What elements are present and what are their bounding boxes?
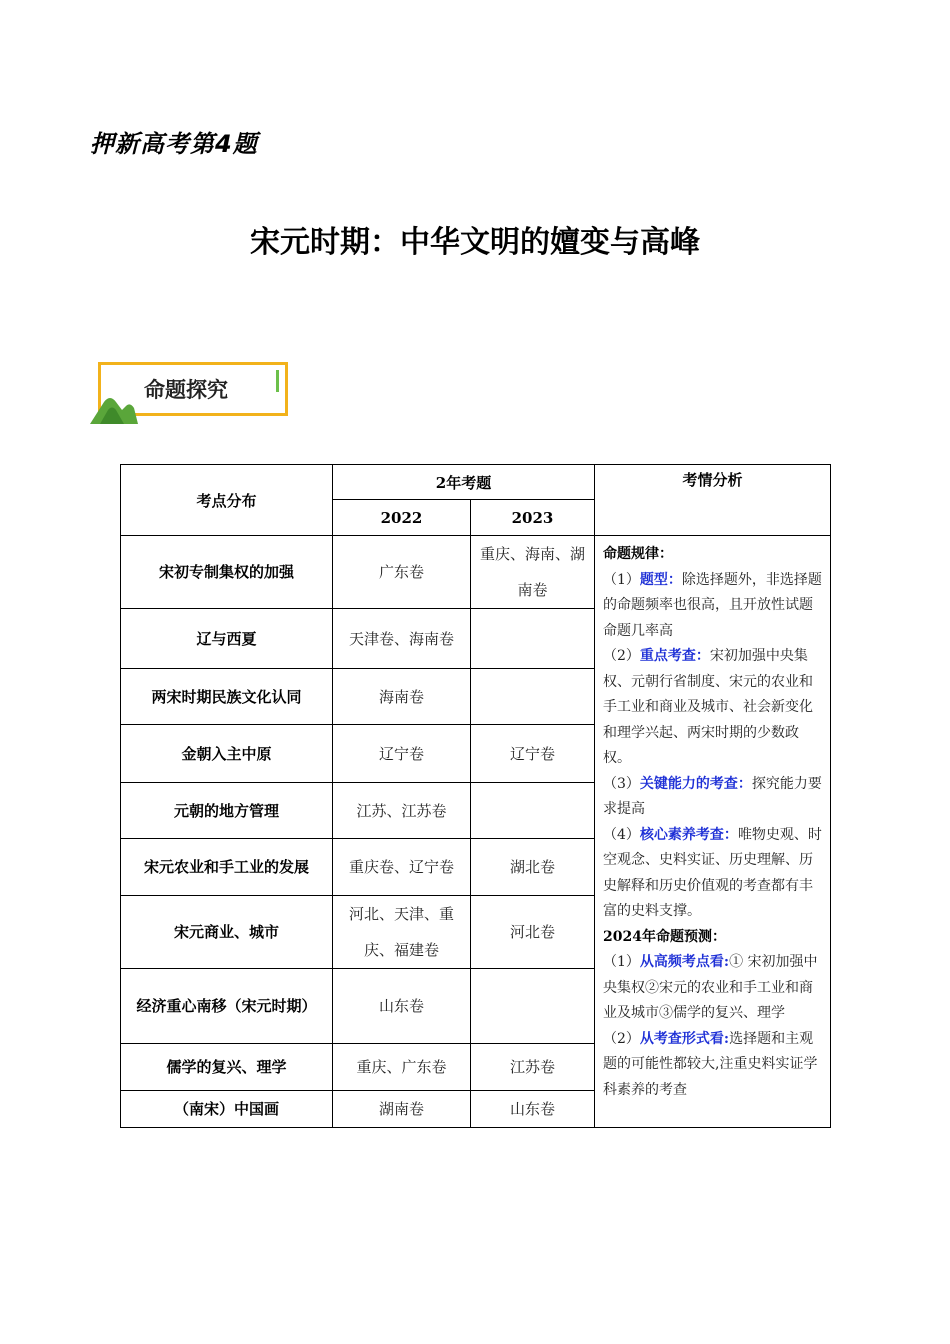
paper-2023-cell: 江苏卷 (471, 1044, 595, 1091)
paper-2022-cell: 重庆、广东卷 (333, 1044, 471, 1091)
forecast-item: （1）从高频考点看:① 宋初加强中央集权②宋元的农业和手工业和商业及城市③儒学的复兴、理学 (603, 954, 818, 1021)
forecast-heading: 2024年命题预测： (603, 928, 726, 945)
paper-2022-cell: 山东卷 (333, 969, 471, 1044)
paper-2023-cell: 山东卷 (471, 1091, 595, 1128)
page-title: 宋元时期：中华文明的嬗变与高峰 (250, 225, 700, 260)
header-years: 2年考题 (333, 465, 595, 500)
analysis-item: （1）题型：除选择题外，非选择题的命题频率也很高，且开放性试题命题几率高 (603, 571, 822, 639)
forecast-item: （2）从考查形式看:选择题和主观题的可能性都较大,注重史料实证学科素养的考查 (603, 1030, 818, 1098)
topic-cell: 辽与西夏 (121, 609, 333, 669)
topic-cell: 儒学的复兴、理学 (121, 1044, 333, 1091)
paper-2022-cell: 海南卷 (333, 669, 471, 725)
section-badge (90, 360, 296, 426)
paper-2022-cell: 辽宁卷 (333, 725, 471, 783)
analysis-item: （4）核心素养考查：唯物史观、时空观念、史料实证、历史理解、历史解释和历史价值观的考查都有丰富的史料支撑。 (603, 826, 822, 919)
badge-label: 命题探究 (144, 378, 228, 402)
analysis-cell (595, 536, 831, 1128)
header-2023: 2023 (471, 500, 595, 536)
exam-series-title: 押新高考第4题 (90, 130, 258, 158)
paper-2023-cell (471, 969, 595, 1044)
rule-heading: 命题规律： (603, 546, 673, 562)
table-row (121, 536, 831, 609)
exam-analysis-table (120, 464, 831, 1128)
header-topic: 考点分布 (121, 465, 333, 536)
paper-2023-cell (471, 783, 595, 839)
paper-2023-cell (471, 609, 595, 669)
paper-2023-cell (471, 669, 595, 725)
paper-2023-cell: 河北卷 (471, 896, 595, 969)
paper-2022-cell: 广东卷 (333, 536, 471, 609)
topic-cell: 金朝入主中原 (121, 725, 333, 783)
hill-icon (90, 380, 138, 426)
header-2022: 2022 (333, 500, 471, 536)
topic-cell: 宋元农业和手工业的发展 (121, 839, 333, 896)
topic-cell: （南宋）中国画 (121, 1091, 333, 1128)
topic-cell: 元朝的地方管理 (121, 783, 333, 839)
topic-cell: 经济重心南移（宋元时期） (121, 969, 333, 1044)
paper-2023-cell: 辽宁卷 (471, 725, 595, 783)
topic-cell: 两宋时期民族文化认同 (121, 669, 333, 725)
topic-cell: 宋元商业、城市 (121, 896, 333, 969)
paper-2022-cell: 江苏、江苏卷 (333, 783, 471, 839)
badge-accent-mark (276, 370, 279, 392)
analysis-item: （3）关键能力的考查：探究能力要求提高 (603, 775, 822, 817)
paper-2023-cell: 湖北卷 (471, 839, 595, 896)
header-analysis: 考情分析 (595, 465, 831, 536)
topic-cell: 宋初专制集权的加强 (121, 536, 333, 609)
paper-2022-cell: 湖南卷 (333, 1091, 471, 1128)
paper-2023-cell: 重庆、海南、湖南卷 (471, 536, 595, 609)
paper-2022-cell: 重庆卷、辽宁卷 (333, 839, 471, 896)
paper-2022-cell: 河北、天津、重庆、福建卷 (333, 896, 471, 969)
analysis-item: （2）重点考查：宋初加强中央集权、元朝行省制度、宋元的农业和手工业和商业及城市、社会新变化和理学兴起、两宋时期的少数政权。 (603, 648, 813, 766)
paper-2022-cell: 天津卷、海南卷 (333, 609, 471, 669)
